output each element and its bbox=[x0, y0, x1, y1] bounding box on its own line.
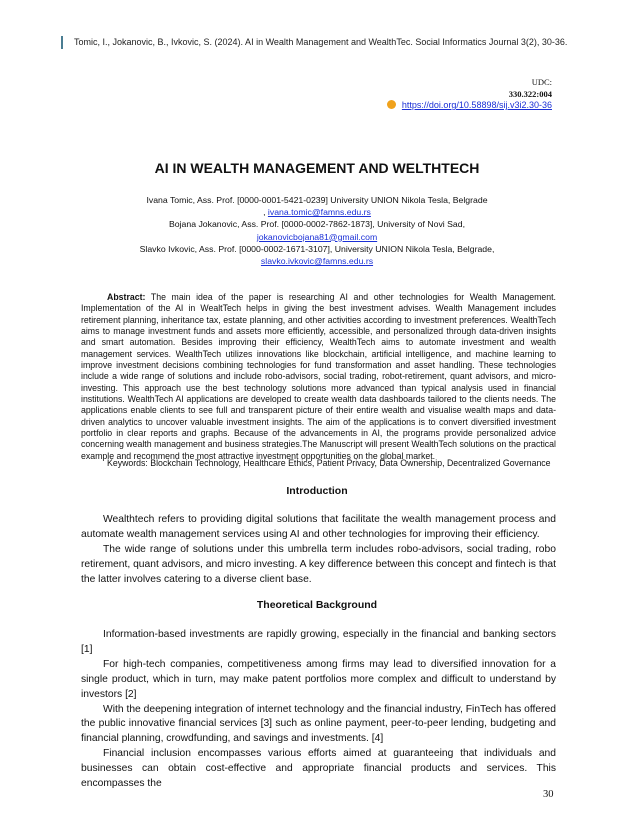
introduction-body bbox=[81, 513, 556, 588]
page-number: 30 bbox=[543, 789, 554, 800]
doi-line bbox=[387, 100, 552, 110]
doi-link[interactable]: https://doi.org/10.58898/sij.v3i2.30-36 bbox=[401, 100, 552, 110]
abstract-label: Abstract: bbox=[107, 292, 146, 302]
citation-header bbox=[64, 37, 567, 47]
paragraph: For high-tech companies, competitiveness among firms may lead to diversified innovation for a single product, which in turn, may make patent portfolios more complex and difficult to understand by investors [2] bbox=[81, 658, 556, 700]
paragraph: The wide range of solutions under this umbrella term includes robo-advisors, social trading, robo retirement, quant advisors, and micro investing. A key difference between this concept and fintech is that the latter involves catering to a diverse client base. bbox=[81, 543, 556, 585]
author-3: Slavko Ivkovic, Ass. Prof. [0000-0002-1671-3107], University UNION Nikola Tesla, Belgrade, bbox=[139, 243, 495, 254]
section-heading-introduction: Introduction bbox=[286, 485, 348, 497]
author-2-email[interactable]: jokanovicbojana81@gmail.com bbox=[256, 231, 378, 242]
udc-block bbox=[509, 76, 552, 100]
author-3-email[interactable]: slavko.ivkovic@famns.edu.rs bbox=[260, 256, 374, 267]
author-1: Ivana Tomic, Ass. Prof. [0000-0001-5421-0239] University UNION Nikola Tesla, Belgrade bbox=[146, 195, 488, 205]
author-2: Bojana Jokanovic, Ass. Prof. [0000-0002-7862-1873], University of Novi Sad, bbox=[168, 219, 466, 230]
udc-code: 330.322:004 bbox=[508, 89, 552, 99]
author-1-email[interactable]: ivana.tomic@famns.edu.rs bbox=[267, 207, 371, 218]
paragraph: Wealthtech refers to providing digital solutions that facilitate the wealth management process and automate wealth management services using AI and other technologies for improving their efficiency. bbox=[81, 514, 556, 540]
paragraph: With the deepening integration of internet technology and the financial industry, FinTech has offered the public innovative financial services [3] such as online payment, peer-to-peer lending, budgeting and financial planning, crowdfunding, and savings and investments. [4] bbox=[81, 703, 556, 745]
abstract-text: The main idea of the paper is researching AI and other technologies for Wealth Management. Implementation of the AI in WealtTech helps in giving the best investment advises. Wealth Management includes retirement planning, inheritance tax, estate planning, and other activities according to investment preferences. WealthTech aims to manage investment funds and assets more efficiently, accessible, and personalized through data-driven insights and smart automation. Besides improving their efficiency, WealthTech aims to automate investment and wealth management services. WealthTech utilizes innovations like blockchain, artificial intelligence, and machine learning to improve investment decisions combining technologies for fund transformation and asset handling. These technologies include a wide range of solutions and include robo-advisors, social trading, robot-retirement, quant advisors, and micro-investing. This approach use the best technology solutions more advanced than typical analysis used in financial institutions. WealthTech AI applications are developed to create wealth data dashboards tailored to the clients needs. The applications enable clients to see full and transparent picture of their entire wealth and visualise wealth maps and data-driven analytics to uncover valuable investment insights. The aim of the applications is to convert diversified investment portfolio in clear reports and graphs. Because of the advancements in AI, the programs provide personalized advice concerning wealth management and business strategies.The Manuscript will present WealthTech solutions on the practical example and recommend the most attractive investment opportunities on the global market. bbox=[81, 292, 556, 461]
udc-label: UDC: bbox=[531, 77, 552, 87]
citation-text: Tomic, I., Jokanovic, B., Ivkovic, S. (2024). AI in Wealth Management and WealthTec. Social Informatics Journal 3(2), 30-36. bbox=[74, 37, 568, 47]
paragraph: Information-based investments are rapidly growing, especially in the financial and banking sectors [1] bbox=[81, 629, 556, 655]
authors-block bbox=[100, 194, 534, 267]
paper-title: AI IN WEALTH MANAGEMENT AND WELTHTECH bbox=[154, 160, 480, 176]
section-heading-theoretical-background: Theoretical Background bbox=[256, 599, 378, 611]
theoretical-background-body bbox=[81, 628, 556, 792]
header-accent-bar bbox=[61, 36, 63, 49]
abstract bbox=[81, 292, 556, 462]
keywords: Keywords: Blockchain Technology, Healthcare Ethics, Patient Privacy, Data Ownership, Decentralized Governance bbox=[107, 458, 551, 468]
paragraph: Financial inclusion encompasses various efforts aimed at guaranteeing that individuals and businesses can obtain cost-effective and appropriate financial products and services. This encompasses the bbox=[81, 748, 556, 790]
separator: , bbox=[263, 207, 268, 218]
doi-icon bbox=[387, 100, 396, 109]
